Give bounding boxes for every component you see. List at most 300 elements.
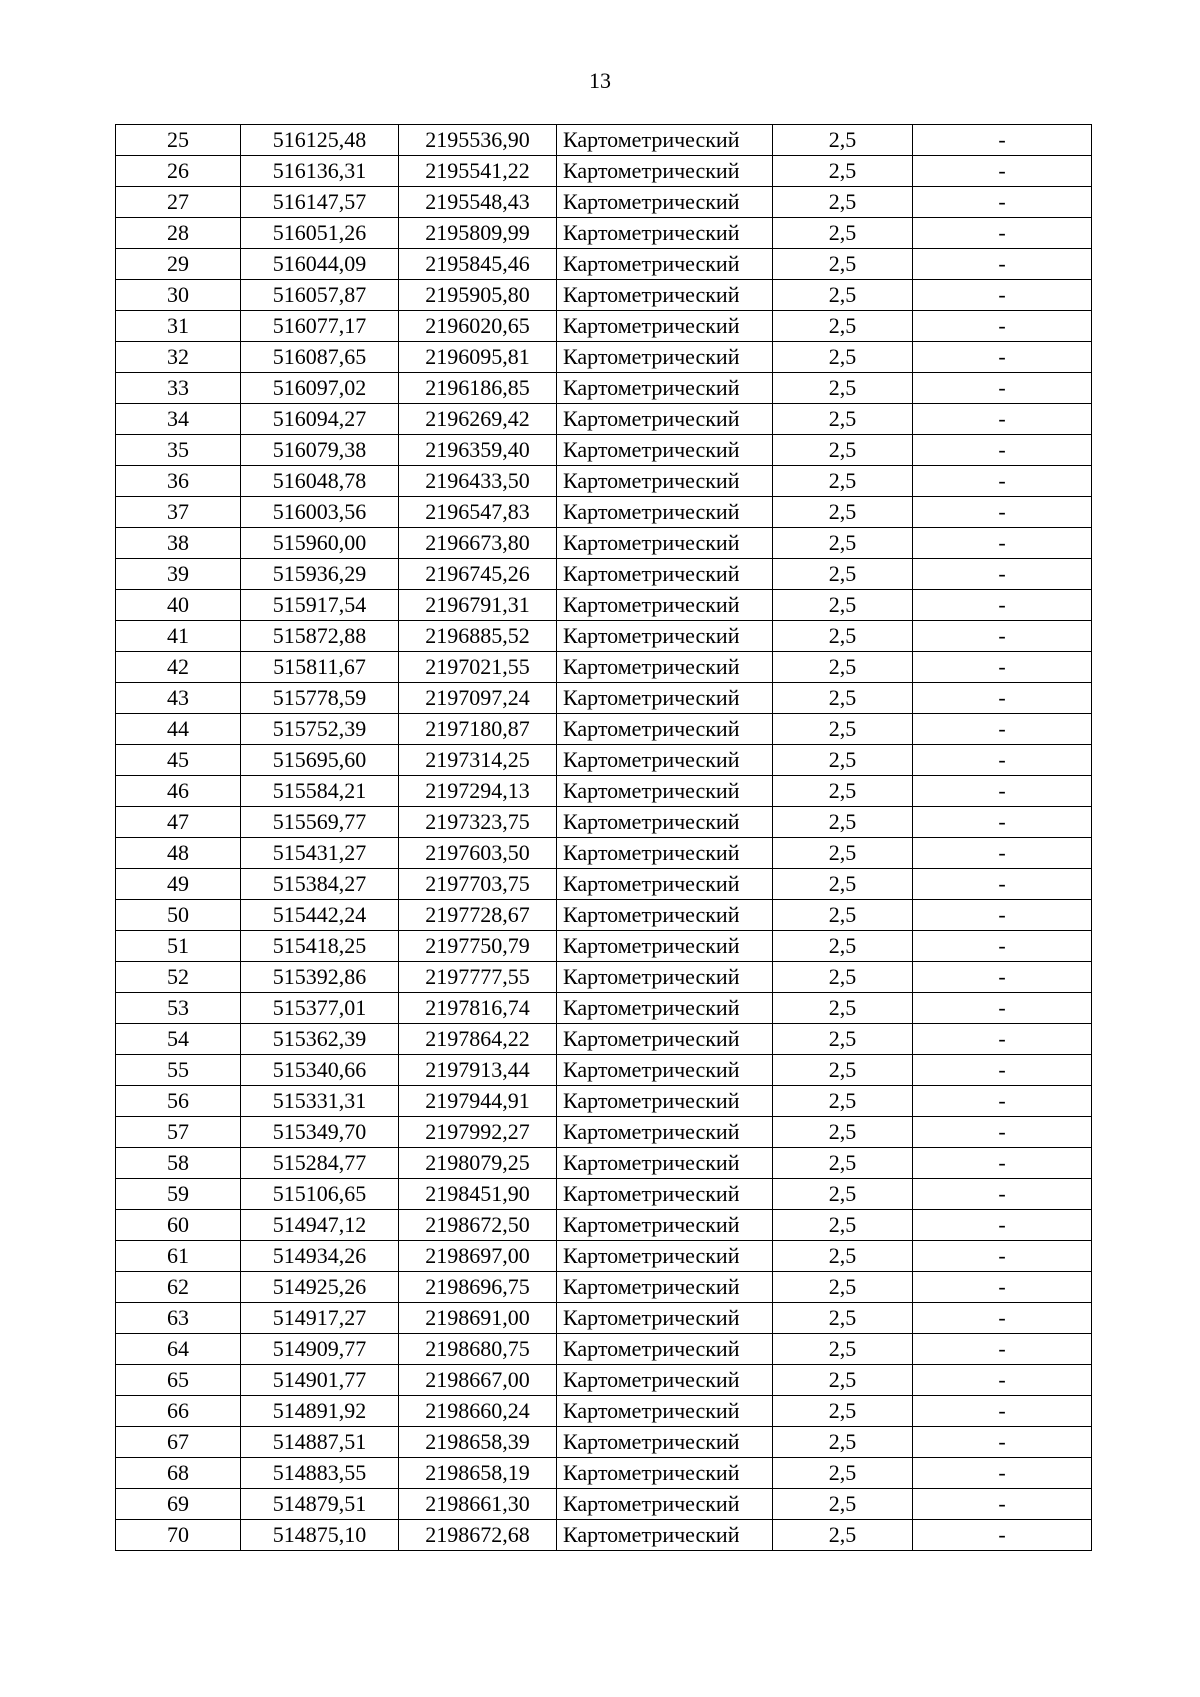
point-number-cell: 64 xyxy=(116,1334,241,1365)
x-coordinate-cell: 516087,65 xyxy=(241,342,399,373)
accuracy-cell: 2,5 xyxy=(773,1458,913,1489)
x-coordinate-cell: 515349,70 xyxy=(241,1117,399,1148)
point-number-cell: 25 xyxy=(116,125,241,156)
method-cell: Картометрический xyxy=(557,1179,773,1210)
y-coordinate-cell: 2197180,87 xyxy=(399,714,557,745)
description-cell: - xyxy=(913,373,1092,404)
accuracy-cell: 2,5 xyxy=(773,249,913,280)
point-number-cell: 46 xyxy=(116,776,241,807)
x-coordinate-cell: 515384,27 xyxy=(241,869,399,900)
point-number-cell: 34 xyxy=(116,404,241,435)
description-cell: - xyxy=(913,156,1092,187)
point-number-cell: 48 xyxy=(116,838,241,869)
point-number-cell: 47 xyxy=(116,807,241,838)
y-coordinate-cell: 2197864,22 xyxy=(399,1024,557,1055)
page-number: 13 xyxy=(589,68,611,93)
point-number-cell: 28 xyxy=(116,218,241,249)
y-coordinate-cell: 2197777,55 xyxy=(399,962,557,993)
x-coordinate-cell: 515872,88 xyxy=(241,621,399,652)
description-cell: - xyxy=(913,1427,1092,1458)
table-row xyxy=(116,900,1092,931)
table-row xyxy=(116,1396,1092,1427)
table-row xyxy=(116,1520,1092,1551)
table-row xyxy=(116,993,1092,1024)
method-cell: Картометрический xyxy=(557,1458,773,1489)
method-cell: Картометрический xyxy=(557,1210,773,1241)
table-row xyxy=(116,652,1092,683)
description-cell: - xyxy=(913,1396,1092,1427)
table-row xyxy=(116,1489,1092,1520)
x-coordinate-cell: 515362,39 xyxy=(241,1024,399,1055)
x-coordinate-cell: 516136,31 xyxy=(241,156,399,187)
x-coordinate-cell: 515418,25 xyxy=(241,931,399,962)
method-cell: Картометрический xyxy=(557,1365,773,1396)
description-cell: - xyxy=(913,125,1092,156)
method-cell: Картометрический xyxy=(557,1024,773,1055)
description-cell: - xyxy=(913,435,1092,466)
method-cell: Картометрический xyxy=(557,900,773,931)
table-row xyxy=(116,466,1092,497)
table-row xyxy=(116,373,1092,404)
accuracy-cell: 2,5 xyxy=(773,1303,913,1334)
y-coordinate-cell: 2196359,40 xyxy=(399,435,557,466)
table-row xyxy=(116,125,1092,156)
method-cell: Картометрический xyxy=(557,745,773,776)
description-cell: - xyxy=(913,1334,1092,1365)
x-coordinate-cell: 514925,26 xyxy=(241,1272,399,1303)
description-cell: - xyxy=(913,1272,1092,1303)
y-coordinate-cell: 2197728,67 xyxy=(399,900,557,931)
x-coordinate-cell: 514887,51 xyxy=(241,1427,399,1458)
point-number-cell: 56 xyxy=(116,1086,241,1117)
accuracy-cell: 2,5 xyxy=(773,714,913,745)
table-row xyxy=(116,683,1092,714)
y-coordinate-cell: 2195809,99 xyxy=(399,218,557,249)
y-coordinate-cell: 2198691,00 xyxy=(399,1303,557,1334)
table-row xyxy=(116,342,1092,373)
accuracy-cell: 2,5 xyxy=(773,683,913,714)
point-number-cell: 40 xyxy=(116,590,241,621)
point-number-cell: 69 xyxy=(116,1489,241,1520)
y-coordinate-cell: 2197097,24 xyxy=(399,683,557,714)
point-number-cell: 26 xyxy=(116,156,241,187)
accuracy-cell: 2,5 xyxy=(773,621,913,652)
point-number-cell: 44 xyxy=(116,714,241,745)
description-cell: - xyxy=(913,838,1092,869)
table-row xyxy=(116,156,1092,187)
accuracy-cell: 2,5 xyxy=(773,187,913,218)
method-cell: Картометрический xyxy=(557,373,773,404)
method-cell: Картометрический xyxy=(557,1427,773,1458)
y-coordinate-cell: 2198451,90 xyxy=(399,1179,557,1210)
point-number-cell: 29 xyxy=(116,249,241,280)
method-cell: Картометрический xyxy=(557,435,773,466)
method-cell: Картометрический xyxy=(557,559,773,590)
x-coordinate-cell: 516147,57 xyxy=(241,187,399,218)
accuracy-cell: 2,5 xyxy=(773,404,913,435)
description-cell: - xyxy=(913,1086,1092,1117)
description-cell: - xyxy=(913,807,1092,838)
point-number-cell: 63 xyxy=(116,1303,241,1334)
x-coordinate-cell: 515752,39 xyxy=(241,714,399,745)
table-row xyxy=(116,1117,1092,1148)
table-row xyxy=(116,1086,1092,1117)
method-cell: Картометрический xyxy=(557,187,773,218)
accuracy-cell: 2,5 xyxy=(773,342,913,373)
description-cell: - xyxy=(913,218,1092,249)
y-coordinate-cell: 2198672,50 xyxy=(399,1210,557,1241)
point-number-cell: 57 xyxy=(116,1117,241,1148)
point-number-cell: 32 xyxy=(116,342,241,373)
description-cell: - xyxy=(913,993,1092,1024)
x-coordinate-cell: 514875,10 xyxy=(241,1520,399,1551)
table-row xyxy=(116,249,1092,280)
y-coordinate-cell: 2198672,68 xyxy=(399,1520,557,1551)
x-coordinate-cell: 514891,92 xyxy=(241,1396,399,1427)
method-cell: Картометрический xyxy=(557,125,773,156)
method-cell: Картометрический xyxy=(557,621,773,652)
y-coordinate-cell: 2197750,79 xyxy=(399,931,557,962)
method-cell: Картометрический xyxy=(557,528,773,559)
accuracy-cell: 2,5 xyxy=(773,1210,913,1241)
point-number-cell: 36 xyxy=(116,466,241,497)
method-cell: Картометрический xyxy=(557,497,773,528)
method-cell: Картометрический xyxy=(557,280,773,311)
method-cell: Картометрический xyxy=(557,1148,773,1179)
y-coordinate-cell: 2198658,19 xyxy=(399,1458,557,1489)
x-coordinate-cell: 514909,77 xyxy=(241,1334,399,1365)
y-coordinate-cell: 2196095,81 xyxy=(399,342,557,373)
method-cell: Картометрический xyxy=(557,931,773,962)
table-row xyxy=(116,1148,1092,1179)
y-coordinate-cell: 2197021,55 xyxy=(399,652,557,683)
y-coordinate-cell: 2195536,90 xyxy=(399,125,557,156)
x-coordinate-cell: 516057,87 xyxy=(241,280,399,311)
x-coordinate-cell: 515811,67 xyxy=(241,652,399,683)
table-row xyxy=(116,218,1092,249)
table-row xyxy=(116,435,1092,466)
accuracy-cell: 2,5 xyxy=(773,869,913,900)
method-cell: Картометрический xyxy=(557,993,773,1024)
point-number-cell: 39 xyxy=(116,559,241,590)
y-coordinate-cell: 2196885,52 xyxy=(399,621,557,652)
y-coordinate-cell: 2198680,75 xyxy=(399,1334,557,1365)
method-cell: Картометрический xyxy=(557,404,773,435)
table-row xyxy=(116,807,1092,838)
accuracy-cell: 2,5 xyxy=(773,497,913,528)
description-cell: - xyxy=(913,528,1092,559)
x-coordinate-cell: 514917,27 xyxy=(241,1303,399,1334)
x-coordinate-cell: 515917,54 xyxy=(241,590,399,621)
table-row xyxy=(116,1458,1092,1489)
description-cell: - xyxy=(913,1179,1092,1210)
y-coordinate-cell: 2196791,31 xyxy=(399,590,557,621)
accuracy-cell: 2,5 xyxy=(773,1024,913,1055)
x-coordinate-cell: 515442,24 xyxy=(241,900,399,931)
table-row xyxy=(116,1210,1092,1241)
point-number-cell: 58 xyxy=(116,1148,241,1179)
x-coordinate-cell: 516097,02 xyxy=(241,373,399,404)
description-cell: - xyxy=(913,745,1092,776)
table-row xyxy=(116,962,1092,993)
x-coordinate-cell: 515331,31 xyxy=(241,1086,399,1117)
accuracy-cell: 2,5 xyxy=(773,807,913,838)
point-number-cell: 42 xyxy=(116,652,241,683)
y-coordinate-cell: 2196547,83 xyxy=(399,497,557,528)
table-row xyxy=(116,1055,1092,1086)
x-coordinate-cell: 515778,59 xyxy=(241,683,399,714)
point-number-cell: 66 xyxy=(116,1396,241,1427)
description-cell: - xyxy=(913,1458,1092,1489)
description-cell: - xyxy=(913,931,1092,962)
x-coordinate-cell: 515392,86 xyxy=(241,962,399,993)
method-cell: Картометрический xyxy=(557,962,773,993)
description-cell: - xyxy=(913,342,1092,373)
method-cell: Картометрический xyxy=(557,249,773,280)
y-coordinate-cell: 2195541,22 xyxy=(399,156,557,187)
y-coordinate-cell: 2198660,24 xyxy=(399,1396,557,1427)
table-row xyxy=(116,745,1092,776)
table-row xyxy=(116,1427,1092,1458)
point-number-cell: 37 xyxy=(116,497,241,528)
table-row xyxy=(116,1303,1092,1334)
accuracy-cell: 2,5 xyxy=(773,559,913,590)
accuracy-cell: 2,5 xyxy=(773,1086,913,1117)
table-row xyxy=(116,621,1092,652)
description-cell: - xyxy=(913,311,1092,342)
description-cell: - xyxy=(913,1520,1092,1551)
table-row xyxy=(116,714,1092,745)
description-cell: - xyxy=(913,869,1092,900)
y-coordinate-cell: 2197603,50 xyxy=(399,838,557,869)
description-cell: - xyxy=(913,559,1092,590)
method-cell: Картометрический xyxy=(557,807,773,838)
x-coordinate-cell: 516051,26 xyxy=(241,218,399,249)
method-cell: Картометрический xyxy=(557,683,773,714)
point-number-cell: 53 xyxy=(116,993,241,1024)
x-coordinate-cell: 515960,00 xyxy=(241,528,399,559)
description-cell: - xyxy=(913,621,1092,652)
x-coordinate-cell: 516077,17 xyxy=(241,311,399,342)
x-coordinate-cell: 515569,77 xyxy=(241,807,399,838)
accuracy-cell: 2,5 xyxy=(773,466,913,497)
x-coordinate-cell: 514879,51 xyxy=(241,1489,399,1520)
accuracy-cell: 2,5 xyxy=(773,311,913,342)
description-cell: - xyxy=(913,1117,1092,1148)
table-row xyxy=(116,1365,1092,1396)
description-cell: - xyxy=(913,1365,1092,1396)
x-coordinate-cell: 516094,27 xyxy=(241,404,399,435)
y-coordinate-cell: 2197314,25 xyxy=(399,745,557,776)
y-coordinate-cell: 2196269,42 xyxy=(399,404,557,435)
point-number-cell: 31 xyxy=(116,311,241,342)
x-coordinate-cell: 514883,55 xyxy=(241,1458,399,1489)
accuracy-cell: 2,5 xyxy=(773,590,913,621)
description-cell: - xyxy=(913,280,1092,311)
method-cell: Картометрический xyxy=(557,466,773,497)
point-number-cell: 49 xyxy=(116,869,241,900)
method-cell: Картометрический xyxy=(557,714,773,745)
point-number-cell: 35 xyxy=(116,435,241,466)
x-coordinate-cell: 516125,48 xyxy=(241,125,399,156)
accuracy-cell: 2,5 xyxy=(773,156,913,187)
coordinates-table xyxy=(115,124,1092,1551)
accuracy-cell: 2,5 xyxy=(773,1365,913,1396)
accuracy-cell: 2,5 xyxy=(773,931,913,962)
description-cell: - xyxy=(913,590,1092,621)
y-coordinate-cell: 2198696,75 xyxy=(399,1272,557,1303)
point-number-cell: 62 xyxy=(116,1272,241,1303)
accuracy-cell: 2,5 xyxy=(773,1520,913,1551)
accuracy-cell: 2,5 xyxy=(773,125,913,156)
point-number-cell: 67 xyxy=(116,1427,241,1458)
accuracy-cell: 2,5 xyxy=(773,1334,913,1365)
accuracy-cell: 2,5 xyxy=(773,1179,913,1210)
table-row xyxy=(116,528,1092,559)
accuracy-cell: 2,5 xyxy=(773,1489,913,1520)
x-coordinate-cell: 515377,01 xyxy=(241,993,399,1024)
method-cell: Картометрический xyxy=(557,1334,773,1365)
description-cell: - xyxy=(913,187,1092,218)
accuracy-cell: 2,5 xyxy=(773,373,913,404)
description-cell: - xyxy=(913,1241,1092,1272)
method-cell: Картометрический xyxy=(557,1396,773,1427)
y-coordinate-cell: 2196673,80 xyxy=(399,528,557,559)
x-coordinate-cell: 514934,26 xyxy=(241,1241,399,1272)
description-cell: - xyxy=(913,1303,1092,1334)
point-number-cell: 27 xyxy=(116,187,241,218)
point-number-cell: 55 xyxy=(116,1055,241,1086)
table-row xyxy=(116,404,1092,435)
method-cell: Картометрический xyxy=(557,342,773,373)
table-row xyxy=(116,1241,1092,1272)
method-cell: Картометрический xyxy=(557,1117,773,1148)
accuracy-cell: 2,5 xyxy=(773,1272,913,1303)
y-coordinate-cell: 2198079,25 xyxy=(399,1148,557,1179)
description-cell: - xyxy=(913,776,1092,807)
x-coordinate-cell: 514947,12 xyxy=(241,1210,399,1241)
y-coordinate-cell: 2195905,80 xyxy=(399,280,557,311)
point-number-cell: 59 xyxy=(116,1179,241,1210)
point-number-cell: 70 xyxy=(116,1520,241,1551)
point-number-cell: 60 xyxy=(116,1210,241,1241)
accuracy-cell: 2,5 xyxy=(773,1396,913,1427)
accuracy-cell: 2,5 xyxy=(773,745,913,776)
y-coordinate-cell: 2196745,26 xyxy=(399,559,557,590)
x-coordinate-cell: 515584,21 xyxy=(241,776,399,807)
description-cell: - xyxy=(913,249,1092,280)
x-coordinate-cell: 515695,60 xyxy=(241,745,399,776)
x-coordinate-cell: 515431,27 xyxy=(241,838,399,869)
method-cell: Картометрический xyxy=(557,156,773,187)
table-row xyxy=(116,497,1092,528)
accuracy-cell: 2,5 xyxy=(773,435,913,466)
table-row xyxy=(116,776,1092,807)
point-number-cell: 61 xyxy=(116,1241,241,1272)
x-coordinate-cell: 515284,77 xyxy=(241,1148,399,1179)
point-number-cell: 43 xyxy=(116,683,241,714)
x-coordinate-cell: 516079,38 xyxy=(241,435,399,466)
accuracy-cell: 2,5 xyxy=(773,900,913,931)
accuracy-cell: 2,5 xyxy=(773,1427,913,1458)
coordinates-table-body xyxy=(116,125,1092,1551)
table-row xyxy=(116,1272,1092,1303)
table-row xyxy=(116,869,1092,900)
table-row xyxy=(116,838,1092,869)
y-coordinate-cell: 2196186,85 xyxy=(399,373,557,404)
description-cell: - xyxy=(913,404,1092,435)
method-cell: Картометрический xyxy=(557,838,773,869)
description-cell: - xyxy=(913,1055,1092,1086)
point-number-cell: 51 xyxy=(116,931,241,962)
table-row xyxy=(116,187,1092,218)
y-coordinate-cell: 2198661,30 xyxy=(399,1489,557,1520)
accuracy-cell: 2,5 xyxy=(773,776,913,807)
method-cell: Картометрический xyxy=(557,218,773,249)
y-coordinate-cell: 2197703,75 xyxy=(399,869,557,900)
point-number-cell: 52 xyxy=(116,962,241,993)
table-row xyxy=(116,311,1092,342)
table-row xyxy=(116,559,1092,590)
accuracy-cell: 2,5 xyxy=(773,1241,913,1272)
y-coordinate-cell: 2197816,74 xyxy=(399,993,557,1024)
y-coordinate-cell: 2195845,46 xyxy=(399,249,557,280)
description-cell: - xyxy=(913,1489,1092,1520)
table-row xyxy=(116,1334,1092,1365)
y-coordinate-cell: 2198697,00 xyxy=(399,1241,557,1272)
description-cell: - xyxy=(913,900,1092,931)
table-row xyxy=(116,1024,1092,1055)
table-row xyxy=(116,931,1092,962)
description-cell: - xyxy=(913,683,1092,714)
method-cell: Картометрический xyxy=(557,1489,773,1520)
x-coordinate-cell: 516003,56 xyxy=(241,497,399,528)
method-cell: Картометрический xyxy=(557,776,773,807)
description-cell: - xyxy=(913,962,1092,993)
y-coordinate-cell: 2197323,75 xyxy=(399,807,557,838)
point-number-cell: 54 xyxy=(116,1024,241,1055)
accuracy-cell: 2,5 xyxy=(773,528,913,559)
x-coordinate-cell: 515936,29 xyxy=(241,559,399,590)
x-coordinate-cell: 515340,66 xyxy=(241,1055,399,1086)
description-cell: - xyxy=(913,497,1092,528)
y-coordinate-cell: 2196020,65 xyxy=(399,311,557,342)
accuracy-cell: 2,5 xyxy=(773,838,913,869)
description-cell: - xyxy=(913,652,1092,683)
point-number-cell: 30 xyxy=(116,280,241,311)
point-number-cell: 65 xyxy=(116,1365,241,1396)
table-row xyxy=(116,590,1092,621)
accuracy-cell: 2,5 xyxy=(773,1117,913,1148)
point-number-cell: 45 xyxy=(116,745,241,776)
table-row xyxy=(116,280,1092,311)
x-coordinate-cell: 516048,78 xyxy=(241,466,399,497)
accuracy-cell: 2,5 xyxy=(773,962,913,993)
method-cell: Картометрический xyxy=(557,311,773,342)
method-cell: Картометрический xyxy=(557,1055,773,1086)
accuracy-cell: 2,5 xyxy=(773,993,913,1024)
x-coordinate-cell: 516044,09 xyxy=(241,249,399,280)
accuracy-cell: 2,5 xyxy=(773,652,913,683)
y-coordinate-cell: 2197294,13 xyxy=(399,776,557,807)
accuracy-cell: 2,5 xyxy=(773,218,913,249)
point-number-cell: 38 xyxy=(116,528,241,559)
point-number-cell: 68 xyxy=(116,1458,241,1489)
x-coordinate-cell: 515106,65 xyxy=(241,1179,399,1210)
y-coordinate-cell: 2198658,39 xyxy=(399,1427,557,1458)
point-number-cell: 50 xyxy=(116,900,241,931)
method-cell: Картометрический xyxy=(557,869,773,900)
